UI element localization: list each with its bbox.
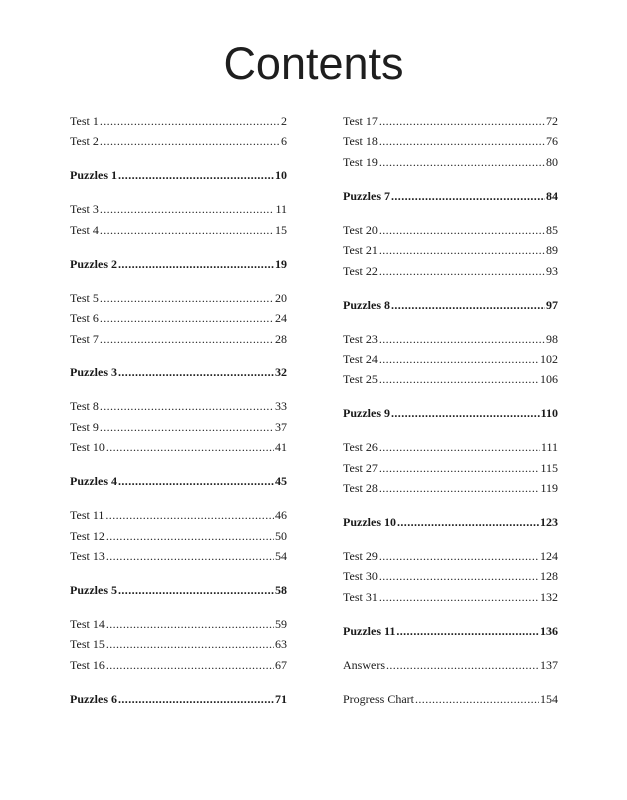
toc-entry-test-14[interactable] — [70, 614, 287, 634]
toc-entry-label: Puzzles 2 — [70, 256, 117, 271]
toc-entry-test-6[interactable] — [70, 308, 287, 328]
toc-entry-label: Test 10 — [70, 440, 105, 455]
toc-entry-page-number: 63 — [275, 637, 287, 652]
toc-entry-test-3[interactable] — [70, 199, 287, 219]
toc-entry-page-number: 72 — [546, 114, 558, 128]
toc-entry-test-29[interactable] — [343, 546, 558, 566]
toc-section-gap — [70, 240, 287, 254]
toc-entry-page-number: 89 — [546, 243, 558, 258]
dot-leader — [100, 396, 274, 416]
toc-entry-label: Answers — [343, 657, 385, 672]
toc-entry-puzzles-4[interactable] — [70, 471, 287, 491]
toc-entry-puzzles-2[interactable] — [70, 254, 287, 274]
toc-entry-label: Test 4 — [70, 222, 99, 237]
toc-entry-test-4[interactable] — [70, 220, 287, 240]
toc-entry-test-27[interactable] — [343, 458, 558, 478]
toc-entry-page-number: 54 — [275, 549, 287, 563]
toc-entry-label: Puzzles 1 — [70, 168, 117, 183]
toc-section-gap — [343, 607, 558, 621]
toc-entry-label: Test 7 — [70, 331, 99, 346]
toc-entry-test-10[interactable] — [70, 437, 287, 457]
toc-entry-label: Test 8 — [70, 399, 99, 414]
toc-entry-page-number: 154 — [540, 691, 558, 706]
dot-leader — [391, 186, 545, 206]
toc-entry-label: Test 16 — [70, 657, 105, 672]
dot-leader — [100, 199, 275, 219]
toc-entry-label: Test 17 — [343, 114, 378, 128]
toc-entry-label: Test 19 — [343, 154, 378, 169]
toc-entry-page-number: 128 — [540, 569, 558, 584]
toc-entry-test-23[interactable] — [343, 329, 558, 349]
toc-entry-page-number: 15 — [275, 222, 287, 237]
dot-leader — [118, 254, 274, 274]
toc-entry-test-24[interactable] — [343, 349, 558, 369]
toc-entry-test-22[interactable] — [343, 261, 558, 281]
dot-leader — [118, 580, 274, 600]
dot-leader — [106, 526, 274, 546]
toc-entry-page-number: 59 — [275, 616, 287, 631]
toc-entry-page-number: 32 — [275, 365, 287, 380]
toc-entry-test-7[interactable] — [70, 329, 287, 349]
toc-entry-label: Puzzles 9 — [343, 406, 390, 421]
toc-section-gap — [70, 492, 287, 506]
toc-entry-page-number: 110 — [540, 406, 558, 421]
toc-section-gap — [70, 383, 287, 397]
toc-entry-page-number: 85 — [546, 222, 558, 237]
toc-entry-page-number: 102 — [540, 351, 558, 366]
dot-leader — [379, 220, 545, 240]
dot-leader — [118, 471, 274, 491]
toc-entry-label: Puzzles 11 — [343, 623, 396, 638]
dot-leader — [106, 634, 274, 654]
toc-entry-page-number: 24 — [275, 311, 287, 326]
toc-entry-test-12[interactable] — [70, 526, 287, 546]
toc-entry-page-number: 80 — [546, 154, 558, 169]
toc-entry-page-number: 98 — [546, 331, 558, 346]
toc-entry-label: Puzzles 10 — [343, 515, 396, 530]
toc-entry-page-number: 106 — [540, 372, 558, 387]
dot-leader — [391, 295, 545, 315]
toc-entry-page-number: 84 — [546, 188, 558, 203]
toc-entry-test-13[interactable] — [70, 546, 287, 566]
toc-entry-label: Test 9 — [70, 419, 99, 434]
toc-section-gap — [343, 498, 558, 512]
toc-entry-page-number: 136 — [540, 623, 558, 638]
dot-leader — [379, 458, 540, 478]
toc-entry-label: Test 31 — [343, 589, 378, 604]
dot-leader — [379, 131, 545, 151]
toc-entry-test-1[interactable] — [70, 111, 287, 131]
toc-entry-puzzles-10[interactable] — [343, 512, 558, 532]
toc-section-gap — [70, 274, 287, 288]
dot-leader — [379, 329, 545, 349]
dot-leader — [379, 546, 539, 566]
toc-entry-label: Test 20 — [343, 222, 378, 237]
toc-entry-label: Test 11 — [70, 508, 105, 523]
toc-entry-puzzles-8[interactable] — [343, 295, 558, 315]
toc-entry-puzzles-6[interactable] — [70, 689, 287, 709]
dot-leader — [100, 220, 274, 240]
toc-entry-page-number: 20 — [275, 290, 287, 305]
dot-leader — [379, 437, 540, 457]
dot-leader — [100, 111, 280, 131]
toc-entry-test-30[interactable] — [343, 566, 558, 586]
dot-leader — [100, 308, 274, 328]
dot-leader — [118, 165, 274, 185]
toc-entry-test-15[interactable] — [70, 634, 287, 654]
toc-entry-puzzles-9[interactable] — [343, 403, 558, 423]
toc-entry-label: Puzzles 4 — [70, 474, 117, 489]
toc-section-gap — [70, 675, 287, 689]
toc-left-column — [70, 111, 287, 709]
toc-entry-test-16[interactable] — [70, 655, 287, 675]
toc-entry-label: Test 27 — [343, 460, 378, 475]
dot-leader — [379, 566, 539, 586]
toc-entry-page-number: 119 — [540, 481, 558, 496]
toc-entry-puzzles-1[interactable] — [70, 165, 287, 185]
toc-entry-label: Test 24 — [343, 351, 378, 366]
toc-entry-page-number: 97 — [546, 297, 558, 312]
toc-section-gap — [70, 186, 287, 200]
toc-entry-page-number: 67 — [275, 657, 287, 672]
toc-entry-page-number: 11 — [275, 202, 287, 217]
toc-section-gap — [343, 532, 558, 546]
toc-entry-page-number: 37 — [275, 419, 287, 434]
toc-entry-test-25[interactable] — [343, 369, 558, 389]
toc-section-gap — [70, 349, 287, 363]
toc-section-gap — [343, 424, 558, 438]
toc-entry-test-5[interactable] — [70, 288, 287, 308]
toc-entry-test-21[interactable] — [343, 240, 558, 260]
toc-entry-page-number: 10 — [275, 168, 287, 183]
toc-entry-answers[interactable] — [343, 655, 558, 675]
toc-entry-label: Test 12 — [70, 528, 105, 543]
dot-leader — [391, 403, 540, 423]
toc-entry-label: Puzzles 8 — [343, 297, 390, 312]
dot-leader — [118, 689, 274, 709]
toc-section-gap — [343, 675, 558, 689]
toc-entry-label: Test 25 — [343, 372, 378, 387]
toc-section-gap — [70, 566, 287, 580]
toc-entry-label: Test 3 — [70, 202, 99, 217]
toc-entry-page-number: 2 — [281, 114, 287, 128]
toc-entry-test-11[interactable] — [70, 505, 287, 525]
toc-entry-page-number: 6 — [281, 134, 287, 149]
toc-entry-test-9[interactable] — [70, 417, 287, 437]
toc-entry-label: Progress Chart — [343, 691, 414, 706]
toc-entry-label: Test 15 — [70, 637, 105, 652]
toc-entry-page-number: 123 — [540, 515, 558, 530]
toc-entry-label: Puzzles 3 — [70, 365, 117, 380]
toc-entry-page-number: 46 — [275, 508, 287, 523]
toc-entry-label: Test 30 — [343, 569, 378, 584]
toc-section-gap — [343, 206, 558, 220]
dot-leader — [379, 261, 545, 281]
toc-entry-test-28[interactable] — [343, 478, 558, 498]
toc-entry-label: Test 26 — [343, 440, 378, 455]
dot-leader — [100, 417, 274, 437]
toc-entry-page-number: 58 — [275, 582, 287, 597]
dot-leader — [106, 614, 274, 634]
toc-entry-test-17[interactable] — [343, 111, 558, 131]
dot-leader — [415, 689, 539, 709]
toc-entry-page-number: 115 — [540, 460, 558, 475]
toc-entry-puzzles-3[interactable] — [70, 362, 287, 382]
dot-leader — [105, 505, 274, 525]
toc-entry-label: Test 6 — [70, 311, 99, 326]
toc-entry-label: Test 13 — [70, 549, 105, 563]
toc-entry-page-number: 76 — [546, 134, 558, 149]
toc-entry-progress-chart[interactable] — [343, 689, 558, 709]
toc-entry-test-20[interactable] — [343, 220, 558, 240]
toc-entry-page-number: 137 — [540, 657, 558, 672]
toc-entry-page-number: 45 — [275, 474, 287, 489]
toc-entry-puzzles-11[interactable] — [343, 621, 558, 641]
page-title: Contents — [223, 38, 404, 89]
dot-leader — [397, 512, 539, 532]
toc-entry-page-number: 33 — [275, 399, 287, 414]
toc-entry-label: Test 22 — [343, 263, 378, 278]
toc-entry-test-2[interactable] — [70, 131, 287, 151]
dot-leader — [379, 478, 540, 498]
dot-leader — [106, 655, 274, 675]
toc-entry-page-number: 19 — [275, 256, 287, 271]
toc-entry-label: Test 2 — [70, 134, 99, 149]
toc-entry-page-number: 71 — [275, 691, 287, 706]
toc-entry-label: Puzzles 7 — [343, 188, 390, 203]
toc-entry-label: Test 29 — [343, 549, 378, 563]
toc-section-gap — [70, 152, 287, 166]
toc-entry-label: Test 23 — [343, 331, 378, 346]
toc-entry-test-18[interactable] — [343, 131, 558, 151]
dot-leader — [386, 655, 539, 675]
dot-leader — [100, 329, 274, 349]
toc-right-column — [343, 111, 558, 709]
toc-section-gap — [343, 281, 558, 295]
toc-entry-page-number: 111 — [540, 440, 558, 455]
dot-leader — [379, 369, 539, 389]
toc-section-gap — [70, 600, 287, 614]
dot-leader — [106, 546, 274, 566]
toc-entry-label: Test 28 — [343, 481, 378, 496]
toc-entry-label: Test 18 — [343, 134, 378, 149]
toc-section-gap — [343, 641, 558, 655]
dot-leader — [379, 152, 545, 172]
toc-entry-page-number: 50 — [275, 528, 287, 543]
toc-entry-page-number: 132 — [540, 589, 558, 604]
dot-leader — [396, 621, 539, 641]
toc-entry-page-number: 41 — [275, 440, 287, 455]
toc-entry-label: Puzzles 5 — [70, 582, 117, 597]
toc-entry-page-number: 93 — [546, 263, 558, 278]
dot-leader — [379, 587, 539, 607]
toc-entry-test-31[interactable] — [343, 587, 558, 607]
toc-section-gap — [343, 172, 558, 186]
dot-leader — [379, 349, 539, 369]
toc-entry-label: Test 14 — [70, 616, 105, 631]
toc-entry-test-8[interactable] — [70, 396, 287, 416]
toc-entry-label: Puzzles 6 — [70, 691, 117, 706]
toc-entry-page-number: 28 — [275, 331, 287, 346]
toc-entry-test-26[interactable] — [343, 437, 558, 457]
toc-section-gap — [343, 315, 558, 329]
dot-leader — [379, 111, 545, 131]
toc-entry-page-number: 124 — [540, 549, 558, 563]
dot-leader — [100, 131, 280, 151]
toc-entry-puzzles-5[interactable] — [70, 580, 287, 600]
toc-section-gap — [70, 458, 287, 472]
dot-leader — [379, 240, 545, 260]
toc-section-gap — [343, 390, 558, 404]
toc-entry-puzzles-7[interactable] — [343, 186, 558, 206]
toc-entry-label: Test 5 — [70, 290, 99, 305]
dot-leader — [100, 288, 274, 308]
toc-entry-label: Test 21 — [343, 243, 378, 258]
toc-entry-test-19[interactable] — [343, 152, 558, 172]
dot-leader — [106, 437, 274, 457]
dot-leader — [118, 362, 274, 382]
toc-entry-label: Test 1 — [70, 114, 99, 128]
